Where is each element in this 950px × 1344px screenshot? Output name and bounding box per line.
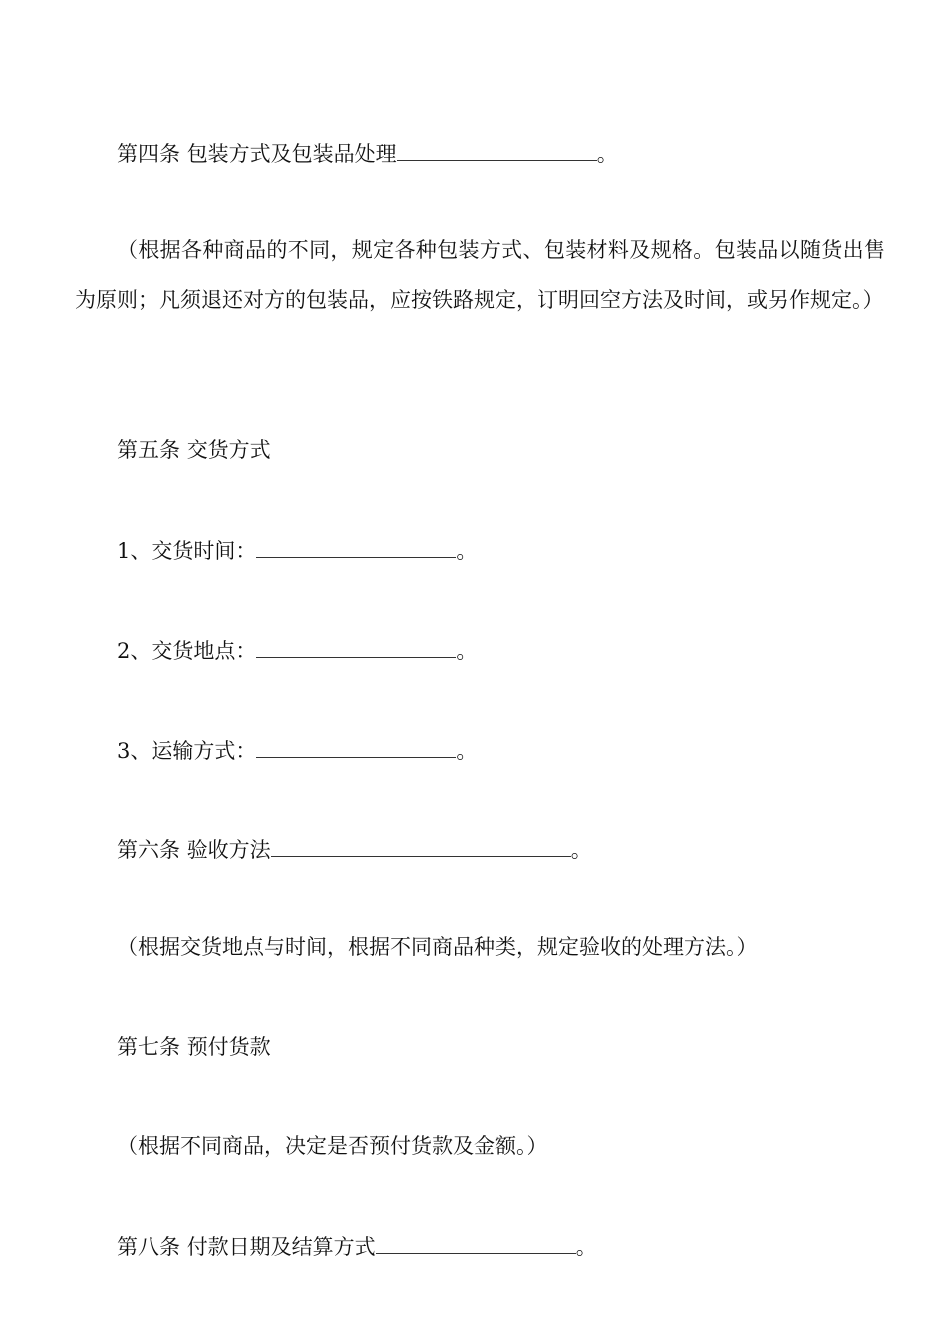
article-6-blank bbox=[271, 836, 571, 857]
article-4-heading bbox=[117, 140, 618, 167]
item-transport-method bbox=[117, 737, 477, 764]
article-7-heading bbox=[117, 1034, 271, 1060]
article-7-text: 预付货款 bbox=[186, 1035, 271, 1059]
article-7-note: （根据不同商品，决定是否预付货款及金额。） bbox=[117, 1134, 548, 1158]
item-delivery-place-end: 。 bbox=[456, 639, 478, 663]
article-8-label: 第八条 bbox=[117, 1235, 180, 1259]
article-4-text: 包装方式及包装品处理 bbox=[186, 142, 397, 166]
item-delivery-place bbox=[117, 637, 477, 664]
article-7-label: 第七条 bbox=[117, 1035, 180, 1059]
article-8-blank bbox=[376, 1233, 576, 1254]
article-5-text: 交货方式 bbox=[186, 438, 271, 462]
item-delivery-time-label: 1、交货时间： bbox=[117, 539, 257, 563]
item-delivery-time-blank bbox=[256, 537, 456, 558]
article-4-note: （根据各种商品的不同，规定各种包装方式、包装材料及规格。包装品以随货出售为原则；凡须退还对方的包装品，应按铁路规定，订明回空方法及时间，或另作规定。） bbox=[75, 238, 885, 312]
article-8-heading bbox=[117, 1233, 597, 1260]
article-6-label: 第六条 bbox=[117, 838, 180, 862]
article-6-note: （根据交货地点与时间，根据不同商品种类，规定验收的处理方法。） bbox=[117, 935, 758, 959]
article-5-label: 第五条 bbox=[117, 438, 180, 462]
article-6-text: 验收方法 bbox=[186, 838, 271, 862]
article-8-end: 。 bbox=[575, 1235, 597, 1259]
article-5-heading bbox=[117, 437, 271, 463]
article-4-end: 。 bbox=[596, 142, 618, 166]
item-transport-method-label: 3、运输方式： bbox=[117, 739, 257, 763]
item-delivery-place-blank bbox=[256, 637, 456, 658]
article-6-heading bbox=[117, 836, 592, 863]
item-delivery-time bbox=[117, 537, 477, 564]
item-transport-method-end: 。 bbox=[456, 739, 478, 763]
item-delivery-time-end: 。 bbox=[456, 539, 478, 563]
article-4-label: 第四条 bbox=[117, 142, 180, 166]
article-8-text: 付款日期及结算方式 bbox=[186, 1235, 376, 1259]
article-4-blank bbox=[397, 140, 597, 161]
article-6-end: 。 bbox=[570, 838, 592, 862]
item-delivery-place-label: 2、交货地点： bbox=[117, 639, 257, 663]
item-transport-method-blank bbox=[256, 737, 456, 758]
